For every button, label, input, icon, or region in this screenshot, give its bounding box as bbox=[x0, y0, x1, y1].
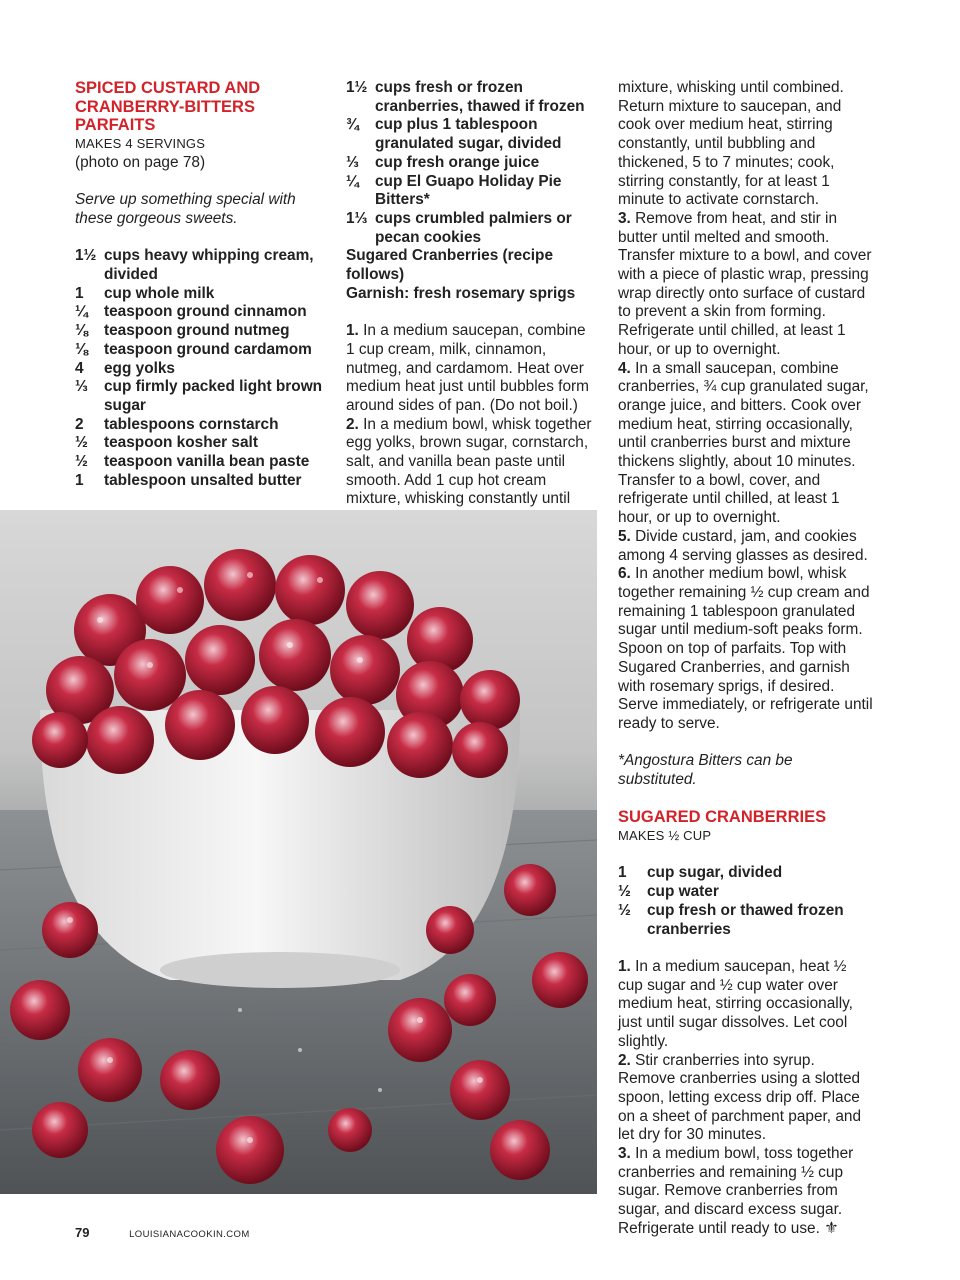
cranberry-bowl-illustration bbox=[0, 510, 597, 1194]
sub-step-1: 1. In a medium saucepan, heat ½ cup sugar and ½ cup water over medium heat, stirring occasionally, just until sugar dissolves. Let cool slightly. bbox=[618, 957, 853, 1050]
ingredient: ½ teaspoon kosher salt bbox=[75, 434, 258, 452]
ingredient: 2 tablespoons cornstarch bbox=[75, 415, 279, 433]
ingredient: 1½ cups fresh or frozen cranberries, thawed if frozen bbox=[346, 79, 585, 115]
ingredient: ½ cup water bbox=[618, 883, 719, 901]
website-url: LOUISIANACOOKIN.COM bbox=[129, 1229, 250, 1240]
ingredient: ⅓ cup firmly packed light brown sugar bbox=[75, 378, 323, 414]
recipe-title: SPICED CUSTARD AND CRANBERRY-BITTERS PARFAITS bbox=[75, 79, 261, 135]
column-3 bbox=[618, 79, 874, 1239]
step-1: 1. In a medium saucepan, combine 1 cup cream, milk, cinnamon, nutmeg, and cardamom. Heat over medium heat just until bubbles form around sides of pan. (Do not boil.) bbox=[346, 322, 589, 414]
ingredient: ¼ teaspoon ground cinnamon bbox=[75, 303, 307, 321]
ingredient: 1 tablespoon unsalted butter bbox=[75, 471, 302, 489]
page-number: 79 bbox=[75, 1225, 90, 1240]
page-footer bbox=[75, 1225, 250, 1240]
ingredient: ⅓ cup fresh orange juice bbox=[346, 153, 540, 171]
ingredient: 1½ cups heavy whipping cream, divided bbox=[75, 247, 314, 283]
ingredient-list bbox=[75, 247, 323, 490]
step-3: 3. Remove from heat, and stir in butter until melted and smooth. Transfer mixture to a bowl, and cover with a piece of plastic wrap, pressing wrap directly onto surface of custard to prevent a skin from forming. Refrigerate until chilled, at least 1 hour, or up to overnight. bbox=[618, 209, 872, 358]
ingredient: ¾ cup plus 1 tablespoon granulated sugar, divided bbox=[346, 116, 562, 153]
sugared-cranberries-photo bbox=[0, 510, 597, 1194]
sub-ingredient-list bbox=[618, 864, 874, 939]
ingredient: 1 cup whole milk bbox=[75, 284, 215, 302]
ingredient-sugared-cranberries: Sugared Cranberries (recipe follows) bbox=[346, 247, 553, 284]
recipe-intro: Serve up something special with these gorgeous sweets. bbox=[75, 191, 296, 227]
fleur-de-lis-icon: ⚜ bbox=[824, 1219, 839, 1237]
sub-recipe-title: SUGARED CRANBERRIES bbox=[618, 808, 827, 827]
sub-step-2: 2. Stir cranberries into syrup. Remove cranberries using a slotted spoon, letting excess drip off. Place on a sheet of parchment paper, and let dry for 30 minutes. bbox=[618, 1051, 862, 1144]
ingredient: 4 egg yolks bbox=[75, 359, 175, 377]
step-5: 5. Divide custard, jam, and cookies among 4 serving glasses as desired. bbox=[618, 527, 868, 564]
sub-recipe-yield: MAKES ½ CUP bbox=[618, 828, 712, 844]
ingredient: 1⅓ cups crumbled palmiers or pecan cookies bbox=[346, 209, 572, 246]
step-2-continued: mixture, whisking until combined. Return mixture to saucepan, and cook over medium heat, stirring constantly, until bubbling and thickened, 5 to 7 minutes; cook, stirring constantly, for at least 1 minute to activate cornstarch. bbox=[618, 79, 844, 209]
ingredient-list-continued bbox=[346, 79, 596, 247]
ingredient: ½ cup fresh or thawed frozen cranberries bbox=[618, 901, 844, 938]
recipe-yield: MAKES 4 SERVINGS bbox=[75, 136, 206, 152]
ingredient: ⅛ teaspoon ground nutmeg bbox=[75, 322, 290, 340]
photo-reference: (photo on page 78) bbox=[75, 153, 206, 171]
column-2 bbox=[346, 79, 596, 547]
ingredient-garnish: Garnish: fresh rosemary sprigs bbox=[346, 284, 576, 302]
step-4: 4. In a small saucepan, combine cranberries, ¾ cup granulated sugar, orange juice, and bitters. Cook over medium heat, stirring occasionally, until cranberries burst and mixture thickens slightly, about 10 minutes. Transfer to a bowl, cover, and refrigerate until chilled, at least 1 hour, or up to overnight. bbox=[618, 359, 869, 527]
ingredient: ⅛ teaspoon ground cardamom bbox=[75, 340, 312, 358]
step-2: 2. In a medium bowl, whisk together egg yolks, brown sugar, cornstarch, salt, and vanilla bean paste until smooth. Add 1 cup hot cream mixture, whisking constantly until bbox=[346, 415, 592, 508]
bitters-note: *Angostura Bitters can be substituted. bbox=[618, 752, 793, 788]
ingredient: ½ teaspoon vanilla bean paste bbox=[75, 453, 310, 471]
ingredient: ¼ cup El Guapo Holiday Pie Bitters* bbox=[346, 172, 562, 209]
step-6: 6. In another medium bowl, whisk together remaining ½ cup cream and remaining 1 tablespoon granulated sugar until medium-soft peaks form. Spoon on top of parfaits. Top with Sugared Cranberries, and garnish with rosemary sprigs, if desired. Serve immediately, or refrigerate until ready to serve. bbox=[618, 565, 873, 732]
column-1 bbox=[75, 79, 323, 490]
sub-step-3: 3. In a medium bowl, toss together cranberries and remaining ½ cup sugar. Remove cranberries from sugar, and discard excess sugar. Refrigerate until ready to use. ⚜ bbox=[618, 1145, 854, 1237]
ingredient: 1 cup sugar, divided bbox=[618, 864, 783, 882]
